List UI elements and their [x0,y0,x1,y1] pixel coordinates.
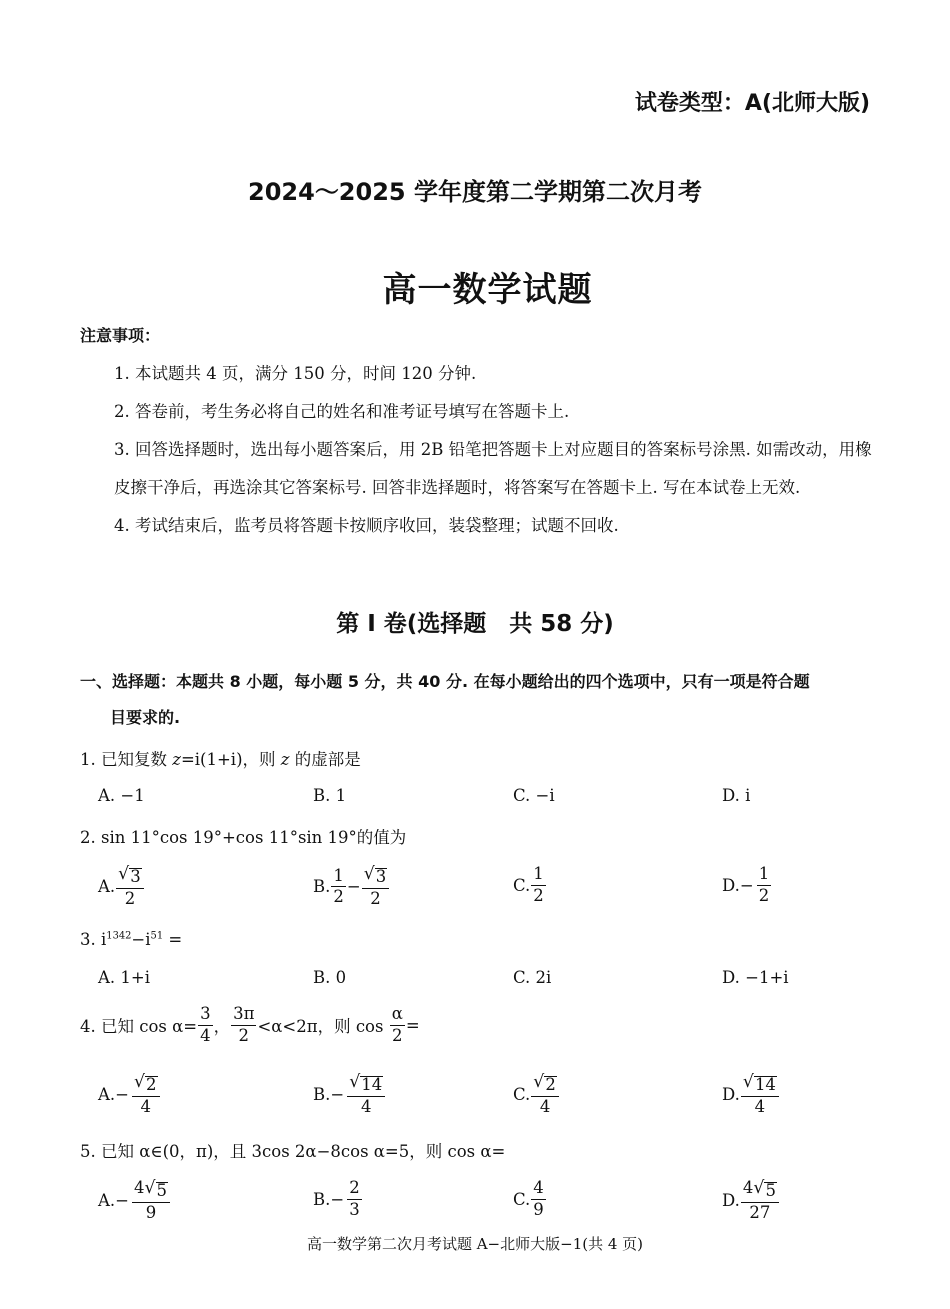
notice-item-2: 2. 答卷前，考生务必将自己的姓名和准考证号填写在答题卡上. [114,402,570,421]
page-title: 高一数学试题 [382,270,593,310]
q3-option-a: A. 1+i [98,968,151,987]
q2-option-b: B. $\frac{1}{2}$ − √ 3 2 [313,866,390,907]
q1-option-d: D. i [722,786,751,805]
q5-option-d: D. 4 √ 5 27 [722,1180,780,1221]
fraction: $\frac{2}{3}$ [349,1178,360,1219]
q1-option-c: C. −i [513,786,555,805]
fraction: 4 √ 5 27 [741,1180,779,1221]
q5-option-b: B. − $\frac{2}{3}$ [313,1178,360,1219]
q4-option-b: B. − √ 14 4 [313,1074,386,1115]
q4-option-c: C. √ 2 4 [513,1074,560,1115]
question-3-stem: 3. $i^{1342}-i^{51}$ = [80,930,183,949]
question-5-stem: 5. 已知 α∈(0，π)，且 3cos 2α−8cos α=5，则 cos α= [80,1142,506,1161]
fraction: √ 3 2 [116,866,144,907]
part-heading-line-1: 一、选择题：本题共 8 小题，每小题 5 分，共 40 分. 在每小题给出的四个选项中，只有一项是符合题 [80,672,810,691]
part-heading-line-2: 目要求的. [110,708,181,727]
q4-option-a: A. − √ 2 4 [98,1074,161,1115]
notice-item-1: 1. 本试题共 4 页，满分 150 分，时间 120 分钟. [114,364,477,383]
q4-option-d: D. √ 14 4 [722,1074,780,1115]
notice-heading: 注意事项： [80,326,161,345]
notice-item-4: 4. 考试结束后，监考员将答题卡按顺序收回，装袋整理；试题不回收. [114,516,619,535]
section-title: 第 Ⅰ 卷(选择题 共 58 分) [336,611,614,637]
notice-item-3: 3. 回答选择题时，选出每小题答案后，用 2B 铅笔把答题卡上对应题目的答案标号涂黑. 如需改动，用橡皮擦干净后，再选涂其它答案标号. 回答非选择题时，将答案写在答题卡上. 写在本试卷上无效. [114,440,872,497]
question-2-stem: 2. sin 11°cos 19°+cos 11°sin 19°的值为 [80,828,407,847]
q3-option-c: C. 2i [513,968,552,987]
question-4-stem: 4. 已知 cos α= $\frac{3}{4}$ ， $\frac{3\pi}{2}$ <α<2π，则 cos $\frac{\alpha}{2}$ = [80,1004,420,1045]
q3-option-b: B. 0 [313,968,347,987]
q3-option-d: D. −1+i [722,968,789,987]
q2-option-c: C. $\frac{1}{2}$ [513,864,544,905]
fraction: $\frac{1}{2}$ [533,864,544,905]
part-heading [80,664,890,736]
fraction: $\frac{\alpha}{2}$ [391,1004,403,1045]
fraction: $\frac{3\pi}{2}$ [233,1004,255,1045]
q2-option-a: A. √ 3 2 [98,866,145,907]
fraction: $\frac{1}{2}$ [333,865,344,906]
fraction: $\frac{1}{2}$ [758,864,770,905]
question-1-stem: 1. 已知复数 z=i(1+i)，则 z 的虚部是 [80,750,361,769]
notice-block [80,355,880,545]
q1-option-a: A. −1 [98,786,145,805]
q5-option-c: C. $\frac{4}{9}$ [513,1178,544,1219]
fraction: √ 2 4 [132,1074,160,1115]
fraction: 4 √ 5 9 [132,1180,170,1221]
fraction: √ 2 4 [531,1074,559,1115]
fraction: $\frac{4}{9}$ [533,1178,544,1219]
q5-option-a: A. − 4 √ 5 9 [98,1180,171,1221]
fraction: √ 3 2 [362,866,390,907]
paper-type-label: 试卷类型：A(北师大版) [634,91,870,116]
q1-option-b: B. 1 [313,786,347,805]
fraction: √ 14 4 [347,1074,385,1115]
fraction: $\frac{3}{4}$ [200,1004,211,1045]
exam-title: 2024～2025 学年度第二学期第二次月考 [248,178,702,206]
q2-option-d: D. − $\frac{1}{2}$ [722,864,770,905]
page-footer: 高一数学第二次月考试题 A−北师大版−1(共 4 页) [306,1235,644,1253]
fraction: √ 14 4 [741,1074,779,1115]
